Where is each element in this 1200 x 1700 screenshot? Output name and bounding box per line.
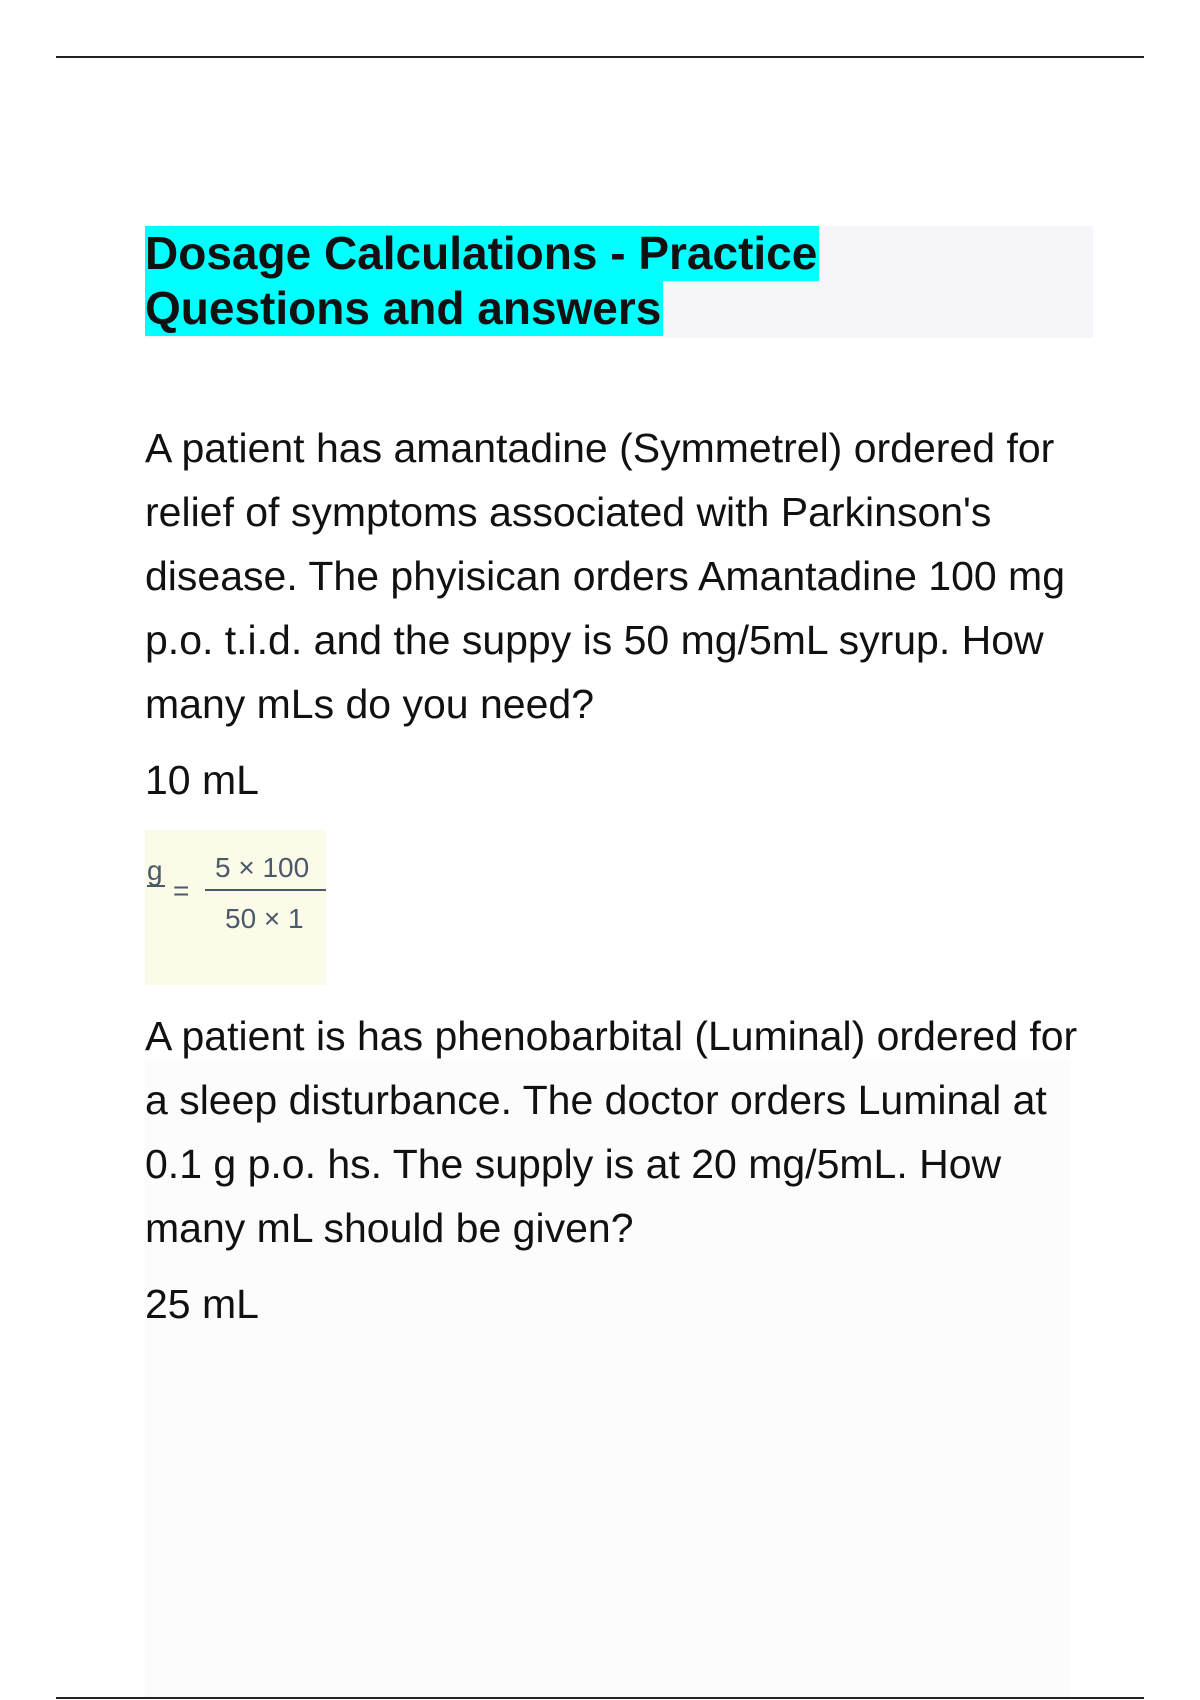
formula-denominator: 50 × 1 <box>225 903 304 934</box>
title-line-2: Questions and answers <box>145 282 662 334</box>
top-rule <box>56 56 1144 58</box>
formula-svg <box>145 830 326 985</box>
question-text: A patient has amantadine (Symmetrel) ordered for relief of symptoms associated with Parkinson's disease. The phyisican orders Amantadine 100 mg p.o. t.i.d. and the suppy is 50 mg/5mL syrup. How many mLs do you need? <box>145 425 1066 727</box>
formula-equals: = <box>173 875 190 906</box>
bottom-rule <box>56 1697 1144 1699</box>
question-text: A patient is has phenobarbital (Luminal) ordered for a sleep disturbance. The doctor orders Luminal at 0.1 g p.o. hs. The supply is at 20 mg/5mL. How many mL should be given? <box>145 1013 1078 1251</box>
formula-numerator: 5 × 100 <box>215 852 310 883</box>
answer-text: 25 mL <box>145 1281 259 1327</box>
page-title <box>145 226 819 336</box>
answer-text: 10 mL <box>145 757 259 803</box>
formula-left-symbol: g <box>147 855 163 886</box>
qa-item-1 <box>145 416 1105 812</box>
qa-item-2 <box>145 1004 1105 1336</box>
title-line-1: Dosage Calculations - Practice <box>145 227 818 279</box>
formula-image <box>145 830 326 985</box>
